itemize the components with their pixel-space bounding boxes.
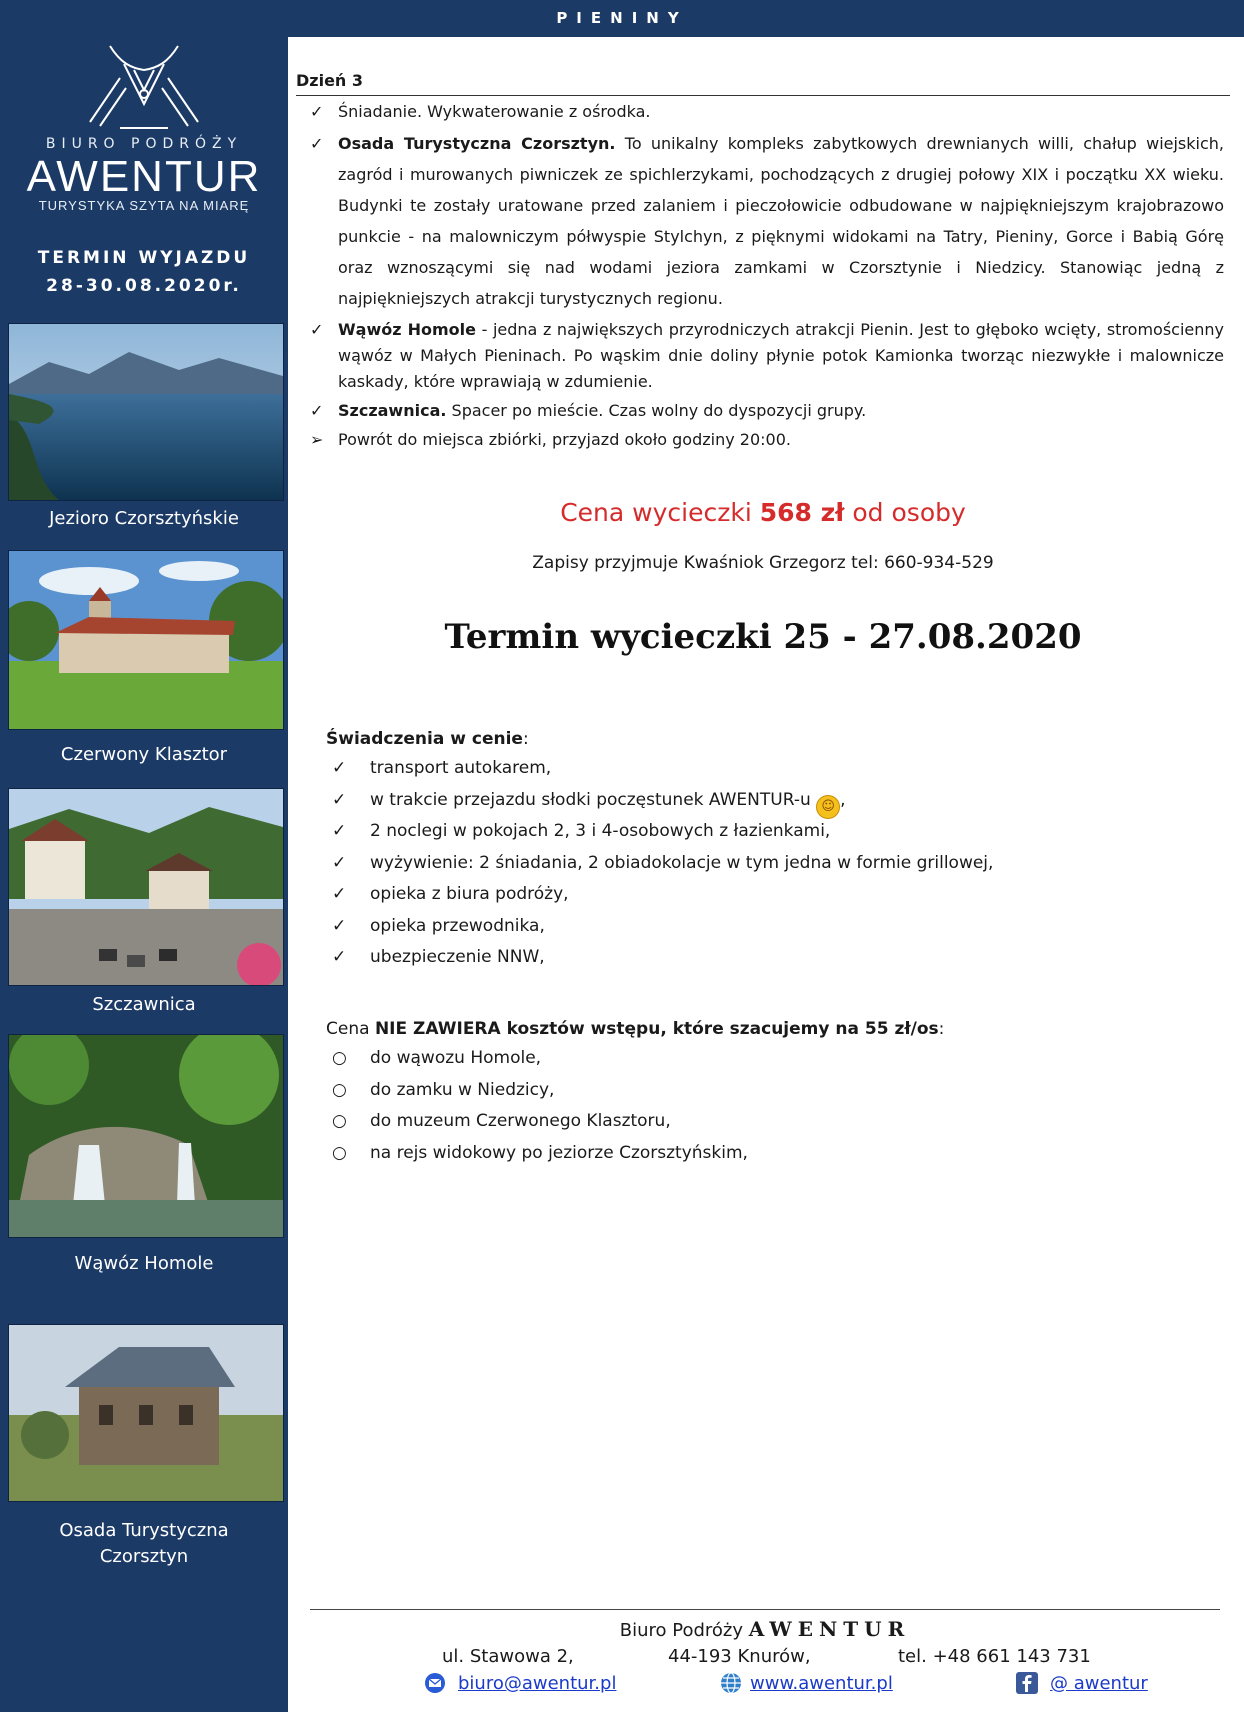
circle-bullet-icon: ○: [332, 1079, 347, 1100]
villa-photo: [8, 1324, 284, 1502]
circle-bullet-icon: ○: [332, 1111, 347, 1131]
excluded-heading: Cena NIE ZAWIERA kosztów wstępu, które szacujemy na 55 zł/os:: [326, 1019, 945, 1039]
trip-date-label: TERMIN WYJAZDU: [37, 248, 251, 268]
szczawnica-photo: [8, 788, 284, 986]
footer-title: Biuro Podróży AWENTUR: [619, 1617, 911, 1641]
included-list: [326, 753, 1206, 974]
brand-tagline-top: BIURO PODRÓŻY: [45, 136, 243, 152]
checkmark-icon: ✓: [332, 821, 347, 841]
list-item: ✓ Szczawnica. Spacer po mieście. Czas wolny do dyspozycji grupy.: [310, 398, 1224, 424]
signup-contact: Zapisy przyjmuje Kwaśniok Grzegorz tel: 660-934-529: [532, 553, 994, 573]
divider: [296, 95, 1230, 96]
checkmark-icon: ✓: [332, 758, 347, 778]
globe-icon: [720, 1672, 742, 1694]
circle-bullet-icon: ○: [332, 1142, 347, 1163]
footer-phone: tel. +48 661 143 731: [898, 1646, 1091, 1667]
checkmark-icon: ✓: [332, 947, 347, 967]
photo-caption: Wąwóz Homole: [74, 1253, 214, 1274]
list-item: ✓ ubezpieczenie NNW,: [326, 942, 1206, 974]
checkmark-icon: ✓: [310, 134, 324, 153]
excluded-list: [326, 1043, 1206, 1169]
list-item: ➢ Powrót do miejsca zbiórki, przyjazd około godziny 20:00.: [310, 427, 1224, 453]
list-item: ✓ wyżywienie: 2 śniadania, 2 obiadokolacje w tym jedna w formie grillowej,: [326, 848, 1206, 880]
list-item: ✓ opieka przewodnika,: [326, 911, 1206, 943]
monastery-photo: [8, 550, 284, 730]
photo-caption: Czerwony Klasztor: [60, 744, 228, 765]
list-item: ○ do wąwozu Homole,: [326, 1043, 1206, 1075]
list-item: ✓ Osada Turystyczna Czorsztyn. To unikalny kompleks zabytkowych drewnianych willi, chałup wiejskich, zagród i murowanych piwniczek ze spichlerzykami, pochodzących z drugiej połowy XIX i początku XX wieku. Budynki te zostały uratowane przed zalaniem i pieczołowicie odbudowane w najpiękniejszym krajobrazowo punkcie - na malowniczym półwyspie Stylchyn, z pięknymi widokami na Tatry, Pieniny, Gorce i Babią Górę oraz wznoszącymi się nad wodami jeziora zamkami w Czorsztynie i Niedzicy. Stanowiąc jedną z najpiękniejszych atrakcji turystycznych regionu.: [310, 128, 1224, 314]
trip-date-heading: Termin wycieczki 25 - 27.08.2020: [444, 617, 1082, 657]
list-item: ✓ w trakcie przejazdu słodki poczęstunek AWENTUR-u ☺ ,: [326, 785, 1206, 817]
lake-photo: [8, 323, 284, 501]
photo-caption: Jezioro Czorsztyńskie: [49, 508, 239, 529]
email-link[interactable]: biuro@awentur.pl: [458, 1673, 617, 1694]
brand-name: AWENTUR: [26, 152, 262, 201]
circle-bullet-icon: ○: [332, 1048, 347, 1068]
day-plan: [310, 99, 1224, 456]
list-item: ✓ 2 noclegi w pokojach 2, 3 i 4-osobowych z łazienkami,: [326, 816, 1206, 848]
checkmark-icon: ✓: [310, 102, 324, 121]
list-item: ✓ Wąwóz Homole - jedna z największych przyrodniczych atrakcji Pienin. Jest to głęboko wcięty, stromościenny wąwóz w Małych Pieninach. Po wąskim dnie doliny płynie potok Kamionka tworząc niezwykłe i malownicze kaskady, które wprawiają w zdumienie.: [310, 317, 1224, 395]
gorge-photo: [8, 1034, 284, 1238]
checkmark-icon: ✓: [310, 401, 324, 420]
list-item: ✓ transport autokarem,: [326, 753, 1206, 785]
checkmark-icon: ✓: [332, 789, 347, 810]
photo-caption-line2: Czorsztyn: [99, 1546, 189, 1567]
facebook-link[interactable]: @ awentur: [1050, 1673, 1148, 1694]
photo-caption: Szczawnica: [92, 994, 196, 1015]
trip-dates: 28-30.08.2020r.: [46, 276, 242, 296]
photo-caption-line1: Osada Turystyczna: [59, 1520, 229, 1541]
day-title: Dzień 3: [296, 71, 364, 90]
website-link[interactable]: www.awentur.pl: [750, 1673, 893, 1694]
smiley-icon: ☺: [816, 795, 840, 819]
footer-city: 44-193 Knurów,: [668, 1646, 811, 1667]
page-header: PIENINY: [0, 0, 1244, 37]
footer-divider: [310, 1609, 1220, 1610]
sidebar: [0, 0, 288, 1712]
list-item: ○ do muzeum Czerwonego Klasztoru,: [326, 1106, 1206, 1138]
checkmark-icon: ✓: [310, 320, 324, 339]
awentur-logo-icon: [80, 42, 208, 132]
footer-street: ul. Stawowa 2,: [442, 1646, 574, 1667]
facebook-icon: [1016, 1672, 1038, 1694]
trip-price: Cena wycieczki 568 zł od osoby: [560, 498, 966, 527]
list-item: ○ do zamku w Niedzicy,: [326, 1075, 1206, 1107]
list-item: ✓ opieka z biura podróży,: [326, 879, 1206, 911]
checkmark-icon: ✓: [332, 852, 347, 873]
list-item: ✓ Śniadanie. Wykwaterowanie z ośrodka.: [310, 99, 1224, 125]
checkmark-icon: ✓: [332, 915, 347, 936]
brand-tagline-bottom: TURYSTYKA SZYTA NA MIARĘ: [38, 198, 250, 213]
included-heading: Świadczenia w cenie:: [326, 729, 529, 749]
arrow-bullet-icon: ➢: [310, 430, 324, 449]
email-icon: [424, 1672, 446, 1694]
checkmark-icon: ✓: [332, 884, 347, 904]
list-item: ○ na rejs widokowy po jeziorze Czorsztyńskim,: [326, 1138, 1206, 1170]
